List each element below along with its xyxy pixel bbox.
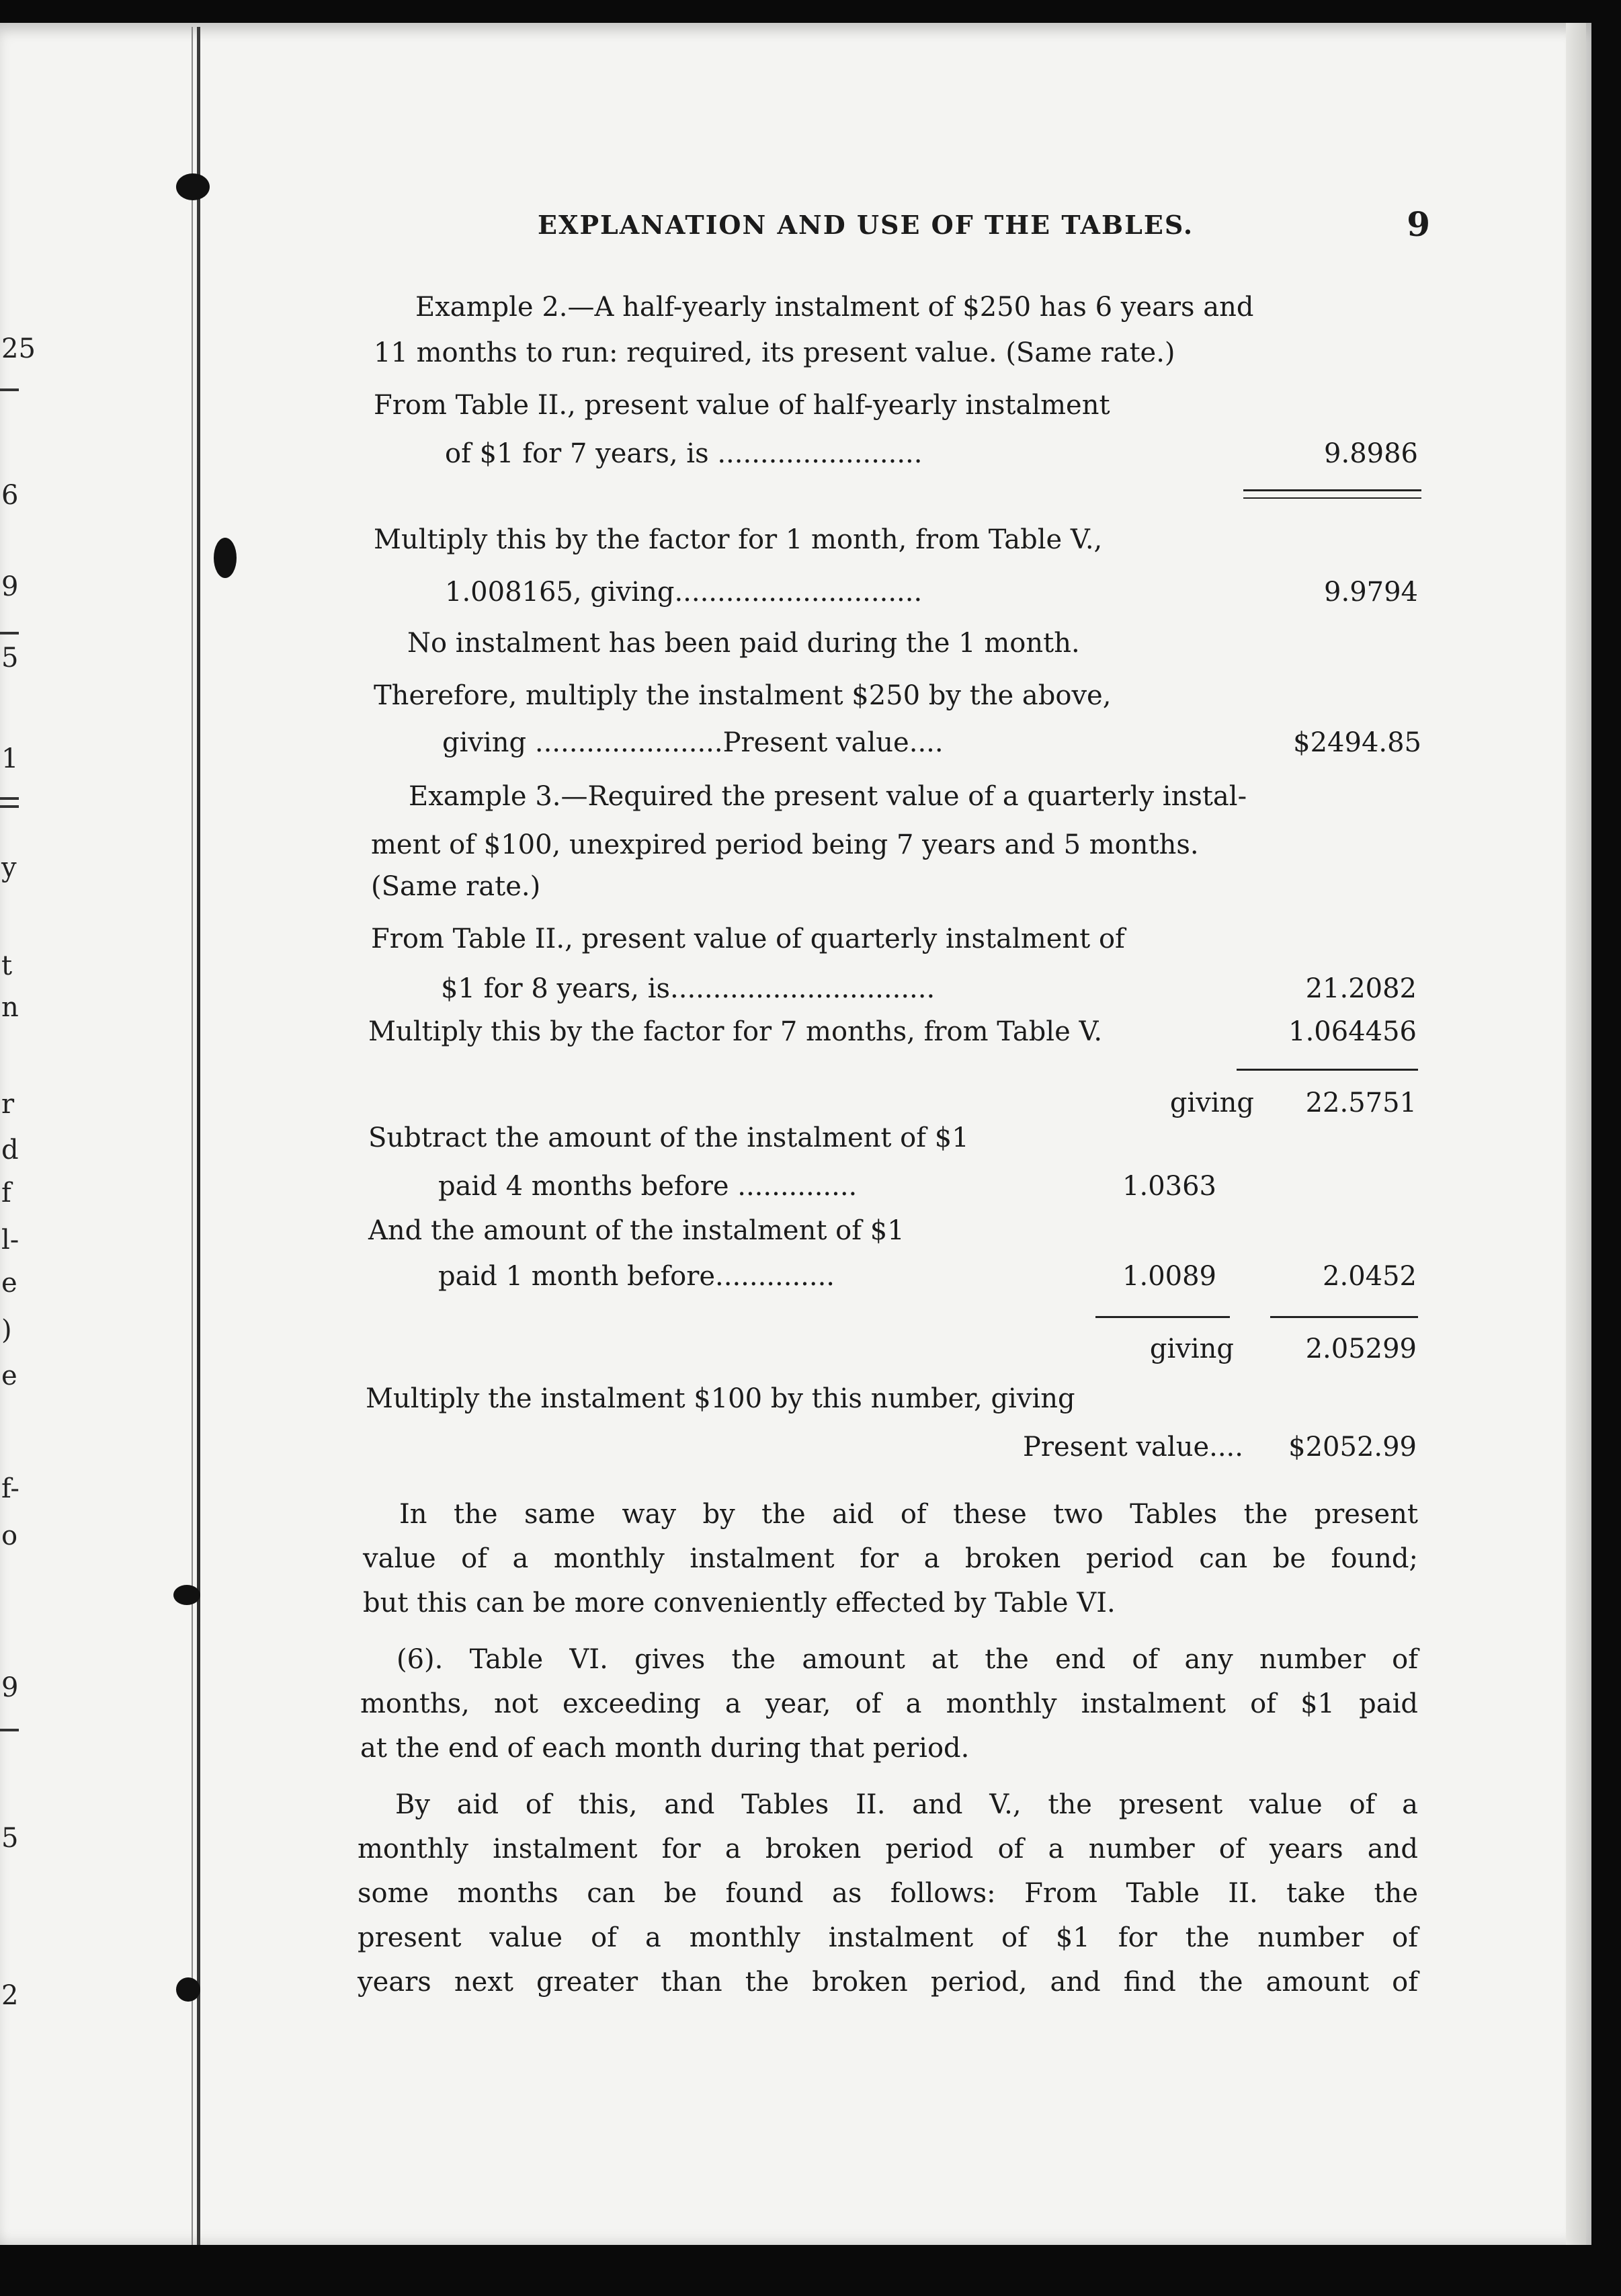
edge-fragment: f-: [1, 1473, 19, 1504]
ex2-line-7: No instalment has been paid during the 1 month.: [407, 628, 1080, 659]
edge-dash: [0, 388, 19, 391]
paragraph-line: at the end of each month during that period.: [360, 1733, 970, 1764]
edge-fragment: n: [1, 992, 19, 1023]
ex3-line-8: Subtract the amount of the instalment of $1: [368, 1122, 969, 1153]
paragraph-line: years next greater than the broken period, and find the amount of: [358, 1967, 1418, 1998]
edge-dash: [0, 797, 19, 800]
ex3-line-6-value: 1.064456: [1288, 1016, 1417, 1047]
paragraph-line: months, not exceeding a year, of a monthly instalment of $1 paid: [360, 1688, 1418, 1719]
edge-fragment: t: [1, 950, 13, 981]
paragraph-line: present value of a monthly instalment of $1 for the number of: [358, 1922, 1418, 1953]
paragraph-broken-period: [358, 1782, 1418, 2004]
binding-mark-middle: [173, 1585, 200, 1605]
binding-mark-top: [176, 173, 210, 200]
edge-fragment: r: [1, 1089, 15, 1120]
paragraph-table-vi: [360, 1637, 1418, 1770]
ex3-line-11-label: paid 1 month before..............: [438, 1261, 835, 1292]
ex3-line-12-value: 2.05299: [1305, 1334, 1417, 1364]
edge-fragment: d: [1, 1135, 19, 1165]
ex3-line-14-value: $2052.99: [1288, 1432, 1417, 1463]
ex2-line-2: 11 months to run: required, its present value. (Same rate.): [374, 337, 1175, 368]
ex3-line-10: And the amount of the instalment of $1: [368, 1215, 905, 1246]
edge-dash: [0, 1729, 19, 1731]
ex2-line-1: Example 2.—A half-yearly instalment of $250 has 6 years and: [415, 292, 1254, 323]
edge-fragment: 5: [1, 643, 19, 673]
ex3-line-4: From Table II., present value of quarterly instalment of: [371, 924, 1125, 954]
paragraph-line: By aid of this, and Tables II. and V., the present value of a: [395, 1789, 1418, 1820]
ex3-line-6-label: Multiply this by the factor for 7 months, from Table V.: [368, 1016, 1103, 1047]
edge-fragment: 2: [1, 1980, 19, 2011]
edge-fragment: e: [1, 1360, 17, 1391]
ex3-line-9-value: 1.0363: [1122, 1171, 1216, 1202]
edge-dash: [0, 632, 19, 634]
edge-fragment: 6: [1, 480, 19, 511]
header-title: EXPLANATION AND USE OF THE TABLES.: [538, 210, 1194, 240]
paragraph-tables-aid: [363, 1492, 1418, 1625]
sum-rule: [1270, 1316, 1418, 1318]
ex3-line-11-value: 1.0089: [1122, 1261, 1216, 1292]
ex3-line-5-value: 21.2082: [1305, 973, 1417, 1004]
ex2-line-6-value: 9.9794: [1324, 577, 1418, 608]
edge-fragment: 25: [1, 333, 36, 364]
paragraph-line: (6). Table VI. gives the amount at the end of any number of: [397, 1644, 1418, 1675]
edge-dash: [0, 805, 19, 808]
edge-fragment: 5: [1, 1823, 19, 1854]
ex3-line-9-label: paid 4 months before ..............: [438, 1171, 858, 1202]
sum-rule: [1243, 497, 1421, 499]
gutter-shadow: [192, 27, 193, 2245]
ex2-line-4-value: 9.8986: [1324, 438, 1418, 469]
page-right-edge: [1566, 23, 1586, 2245]
page-number: 9: [1407, 204, 1431, 244]
edge-fragment: o: [1, 1520, 18, 1551]
paragraph-line: some months can be found as follows: From Table II. take the: [358, 1878, 1418, 1909]
ex2-line-5: Multiply this by the factor for 1 month, from Table V.,: [374, 524, 1103, 555]
running-header: [538, 204, 1431, 244]
binding-mark-lower: [176, 1977, 200, 2002]
binding-mark-upper: [214, 538, 237, 578]
ex2-line-9-label: giving ......................Present value....: [442, 727, 944, 758]
sum-rule: [1237, 1069, 1418, 1071]
paragraph-line: but this can be more conveniently effected by Table VI.: [363, 1588, 1116, 1618]
edge-fragment: ): [1, 1315, 12, 1346]
ex2-line-3: From Table II., present value of half-yearly instalment: [374, 390, 1110, 421]
gutter-binding-line: [197, 27, 200, 2245]
ex2-line-4-label: of $1 for 7 years, is ........................: [445, 438, 923, 469]
ex3-line-12-label: giving: [1149, 1334, 1234, 1364]
ex3-line-14-label: Present value....: [1023, 1432, 1243, 1463]
paragraph-line: monthly instalment for a broken period of a number of years and: [358, 1834, 1418, 1864]
edge-fragment: 9: [1, 571, 19, 602]
ex3-line-1: Example 3.—Required the present value of a quarterly instal-: [409, 781, 1247, 812]
ex3-line-2: ment of $100, unexpired period being 7 years and 5 months.: [371, 829, 1199, 860]
ex3-line-7-label: giving: [1169, 1088, 1254, 1118]
edge-fragment: f: [1, 1178, 11, 1208]
ex3-line-13: Multiply the instalment $100 by this number, giving: [366, 1383, 1075, 1414]
ex3-line-7-value: 22.5751: [1305, 1088, 1417, 1118]
sum-rule: [1243, 489, 1421, 491]
ex3-line-5-label: $1 for 8 years, is...............................: [441, 973, 936, 1004]
edge-fragment: 9: [1, 1672, 19, 1703]
edge-fragment: l-: [1, 1225, 19, 1256]
edge-fragment: 1: [1, 743, 19, 774]
ex2-line-6-label: 1.008165, giving.............................: [445, 577, 923, 608]
ex3-line-11-sum: 2.0452: [1323, 1261, 1417, 1292]
ex2-line-8: Therefore, multiply the instalment $250 by the above,: [374, 680, 1112, 711]
ex2-line-9-value: $2494.85: [1293, 727, 1421, 758]
sum-rule: [1095, 1316, 1230, 1318]
ex3-line-3: (Same rate.): [371, 871, 541, 902]
paragraph-line: value of a monthly instalment for a broken period can be found;: [363, 1543, 1418, 1574]
edge-fragment: y: [1, 852, 17, 883]
edge-fragment: e: [1, 1268, 17, 1299]
paragraph-line: In the same way by the aid of these two Tables the present: [399, 1499, 1418, 1530]
